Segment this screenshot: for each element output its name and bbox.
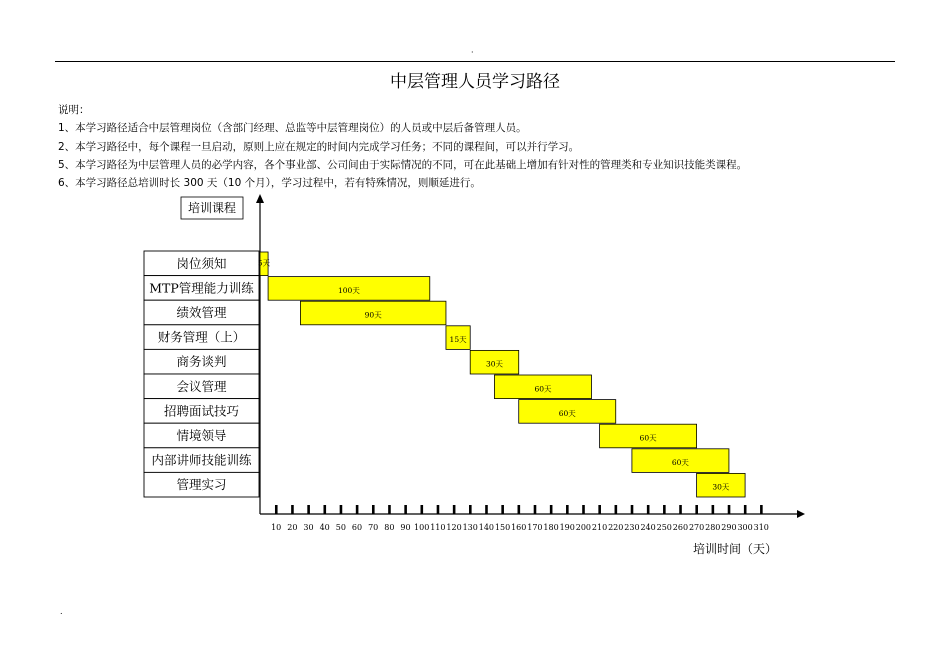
x-tick [663,505,666,514]
note-item: 6、本学习路径总培训时长 300 天（10 个月），学习过程中，若有特殊情况，则顺延进行。 [58,177,481,190]
task-duration-label: 30天 [712,482,730,492]
x-tick-label: 10 [271,523,282,532]
x-tick [550,505,553,514]
course-label: 财务管理（上） [157,329,246,345]
course-label: 情境领导 [176,428,227,443]
task-duration-label: 30天 [485,359,503,369]
x-tick-label: 210 [591,523,608,532]
x-tick [679,505,682,514]
task-duration-label: 60天 [558,408,576,418]
x-tick-label: 80 [384,523,395,532]
x-tick [615,505,618,514]
x-tick [582,505,585,514]
x-tick-label: 200 [575,523,592,532]
course-label: 会议管理 [176,378,227,394]
y-axis-arrow [256,194,264,203]
course-label: 岗位须知 [176,255,227,271]
x-tick [566,505,569,514]
x-tick-label: 270 [688,523,705,532]
page-title: 中层管理人员学习路径 [390,72,560,92]
x-tick-label: 160 [511,523,527,532]
x-tick [534,505,537,514]
task-duration-label: 100天 [338,285,360,295]
x-tick-label: 170 [527,523,543,532]
x-tick [469,505,472,514]
x-tick-label: 140 [478,523,495,532]
x-tick [323,505,326,514]
x-tick [744,505,747,514]
course-label: MTP管理能力训练 [149,280,254,296]
x-tick [453,505,456,514]
x-tick-label: 30 [303,523,314,532]
x-tick [598,505,601,514]
x-tick [404,505,407,514]
x-tick-label: 50 [335,523,346,532]
x-tick [421,505,424,514]
task-duration-label: 60天 [534,384,552,394]
top-mark: · [471,48,474,57]
y-axis-title: 培训课程 [187,201,237,215]
course-label: 内部讲师技能训练 [151,452,252,468]
course-label: 绩效管理 [176,305,227,320]
x-tick-label: 250 [656,523,672,532]
x-tick-label: 100 [414,523,430,532]
x-tick [388,505,391,514]
task-duration-label: 60天 [639,433,657,443]
x-tick [372,505,375,514]
x-tick [485,505,488,514]
x-tick [712,505,715,514]
x-tick [501,505,504,514]
x-tick-label: 130 [462,523,478,532]
course-label: 管理实习 [176,477,227,493]
x-tick [518,505,521,514]
x-tick-label: 280 [705,523,721,532]
x-tick [647,505,650,514]
x-tick-label: 110 [430,523,446,532]
x-axis-title: 培训时间（天） [692,542,778,556]
x-tick-label: 220 [608,523,624,532]
task-duration-label: 15天 [449,335,467,345]
task-duration-label: 5天 [257,258,271,268]
x-tick [695,505,698,514]
note-item: 5、本学习路径为中层管理人员的必学内容，各个事业部、公司间由于实际情况的不同，可在此基础上增加有针对性的管理类和专业知识技能类课程。 [58,158,748,171]
x-tick-label: 180 [543,523,559,532]
course-label: 商务谈判 [176,354,227,370]
x-tick-label: 60 [351,523,363,532]
x-tick-label: 230 [624,523,640,532]
x-tick-label: 40 [319,523,330,532]
x-tick [291,505,294,514]
x-tick-label: 240 [640,523,656,532]
x-tick-label: 300 [737,523,753,532]
x-tick [728,505,731,514]
x-axis-arrow [797,510,805,518]
x-tick-label: 190 [559,523,575,532]
x-tick-label: 260 [672,523,689,532]
x-tick [437,505,440,514]
bottom-mark: . [60,607,63,616]
note-item: 2、本学习路径中，每个课程一旦启动，原则上应在规定的时间内完成学习任务；不同的课程间，可以并行学习。 [58,140,580,153]
x-tick [760,505,763,514]
x-tick-label: 20 [287,523,298,532]
x-tick-label: 150 [494,523,511,532]
x-tick [631,505,634,514]
note-item: 1、本学习路径适合中层管理岗位（含部门经理、总监等中层管理岗位）的人员或中层后备管理人员。 [58,122,527,135]
task-duration-label: 60天 [671,458,689,468]
task-duration-label: 90天 [364,310,382,320]
x-tick-label: 310 [753,523,769,532]
x-tick [340,505,343,514]
x-tick-label: 70 [368,523,379,532]
notes-heading: 说明： [58,104,90,116]
x-tick-label: 290 [721,523,737,532]
x-tick [307,505,310,514]
x-tick-label: 90 [400,523,411,532]
x-tick [275,505,278,514]
x-tick [356,505,359,514]
x-tick-label: 120 [446,523,462,532]
course-label: 招聘面试技巧 [163,403,240,419]
